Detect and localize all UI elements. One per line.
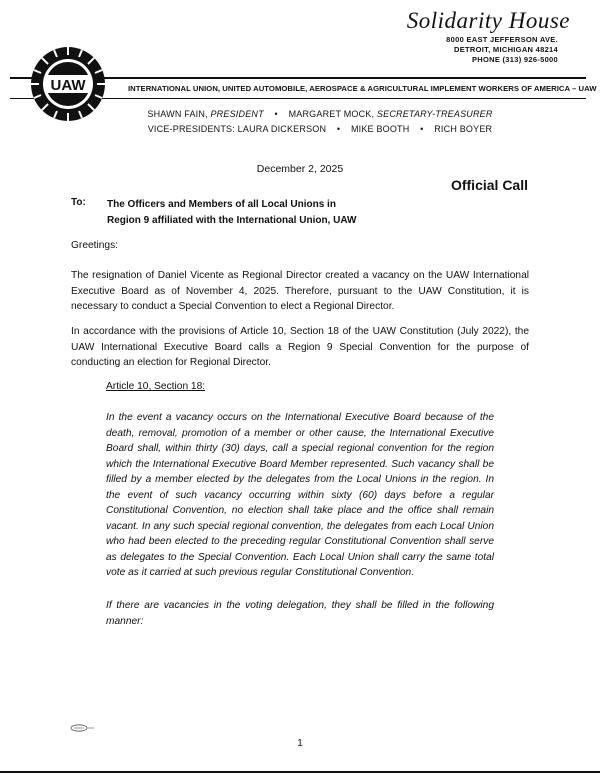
logo-text: UAW [50, 77, 86, 94]
officers-line [20, 109, 600, 119]
address-block [418, 35, 558, 65]
vp-label: VICE-PRESIDENTS: [147, 124, 235, 134]
footer-rule [0, 771, 600, 773]
paragraph-resignation: The resignation of Daniel Vicente as Regional Director created a vacancy on the UAW International Executive Board as of November 4, 2025. Therefore, pursuant to the UAW Constitution, it is necessary to conduct a Special Convention to elect a Regional Director. [71, 270, 529, 312]
vp-name: RICH BOYER [434, 124, 493, 134]
separator: • [274, 109, 278, 119]
to-label: To: [71, 197, 86, 208]
solidarity-house-wordmark: Solidarity House [406, 8, 570, 33]
letter-date: December 2, 2025 [256, 163, 344, 175]
address-line: 8000 EAST JEFFERSON AVE. [446, 35, 558, 44]
addressee [107, 197, 356, 229]
article-quote: In the event a vacancy occurs on the International Executive Board because of the death, removal, promotion of a member or other cause, the International Executive Board shall, within thirty (30) days, call a special regional convention for the region which the International Executive Board Member represented. Such vacancy shall be filled by a member elected by the delegates from the Local Unions in the region. In the event of such vacancy occurring within sixty (60) days before a regular Constitutional Convention, no election shall take place and the office shall remain vacant. In any such special regional convention, the delegates from each Local Union who had been elected to the preceding regular Constitutional Convention shall serve as delegates to the Special Convention. Each Local Union shall carry the same total vote as it carried at such previous regular Constitutional Convention. [106, 412, 494, 578]
secretary-title: SECRETARY-TREASURER [376, 109, 493, 119]
vp-name: LAURA DICKERSON [237, 124, 327, 134]
phone-line: PHONE (313) 926-5000 [471, 55, 558, 64]
article-heading: Article 10, Section 18: [106, 381, 206, 392]
president-name: SHAWN FAIN, [147, 109, 208, 119]
separator: • [420, 124, 424, 134]
page-number: 1 [297, 738, 303, 749]
article-quote-vacancies: If there are vacancies in the voting delegation, they shall be filled in the following manner: [106, 600, 494, 627]
greeting: Greetings: [71, 240, 118, 251]
president-title: PRESIDENT [210, 109, 264, 119]
official-call-heading: Official Call [450, 177, 528, 193]
separator: • [336, 124, 341, 134]
vp-name: MIKE BOOTH [350, 124, 410, 134]
addressee-line: Region 9 affiliated with the International Union, UAW [107, 215, 357, 226]
union-bug-icon [70, 724, 96, 732]
address-line: DETROIT, MICHIGAN 48214 [453, 45, 558, 54]
paragraph-convention-call: In accordance with the provisions of Article 10, Section 18 of the UAW Constitution (July 2022), the UAW International Executive Board calls a Region 9 Special Convention for the purpose of conducting an election for Regional Director. [71, 326, 529, 368]
addressee-line: The Officers and Members of all Local Unions in [107, 199, 336, 210]
secretary-name: MARGARET MOCK, [288, 109, 375, 119]
union-name: INTERNATIONAL UNION, UNITED AUTOMOBILE, AEROSPACE & AGRICULTURAL IMPLEMENT WORKERS OF AMERICA – UAW [128, 84, 597, 93]
vice-presidents-line [20, 124, 600, 134]
